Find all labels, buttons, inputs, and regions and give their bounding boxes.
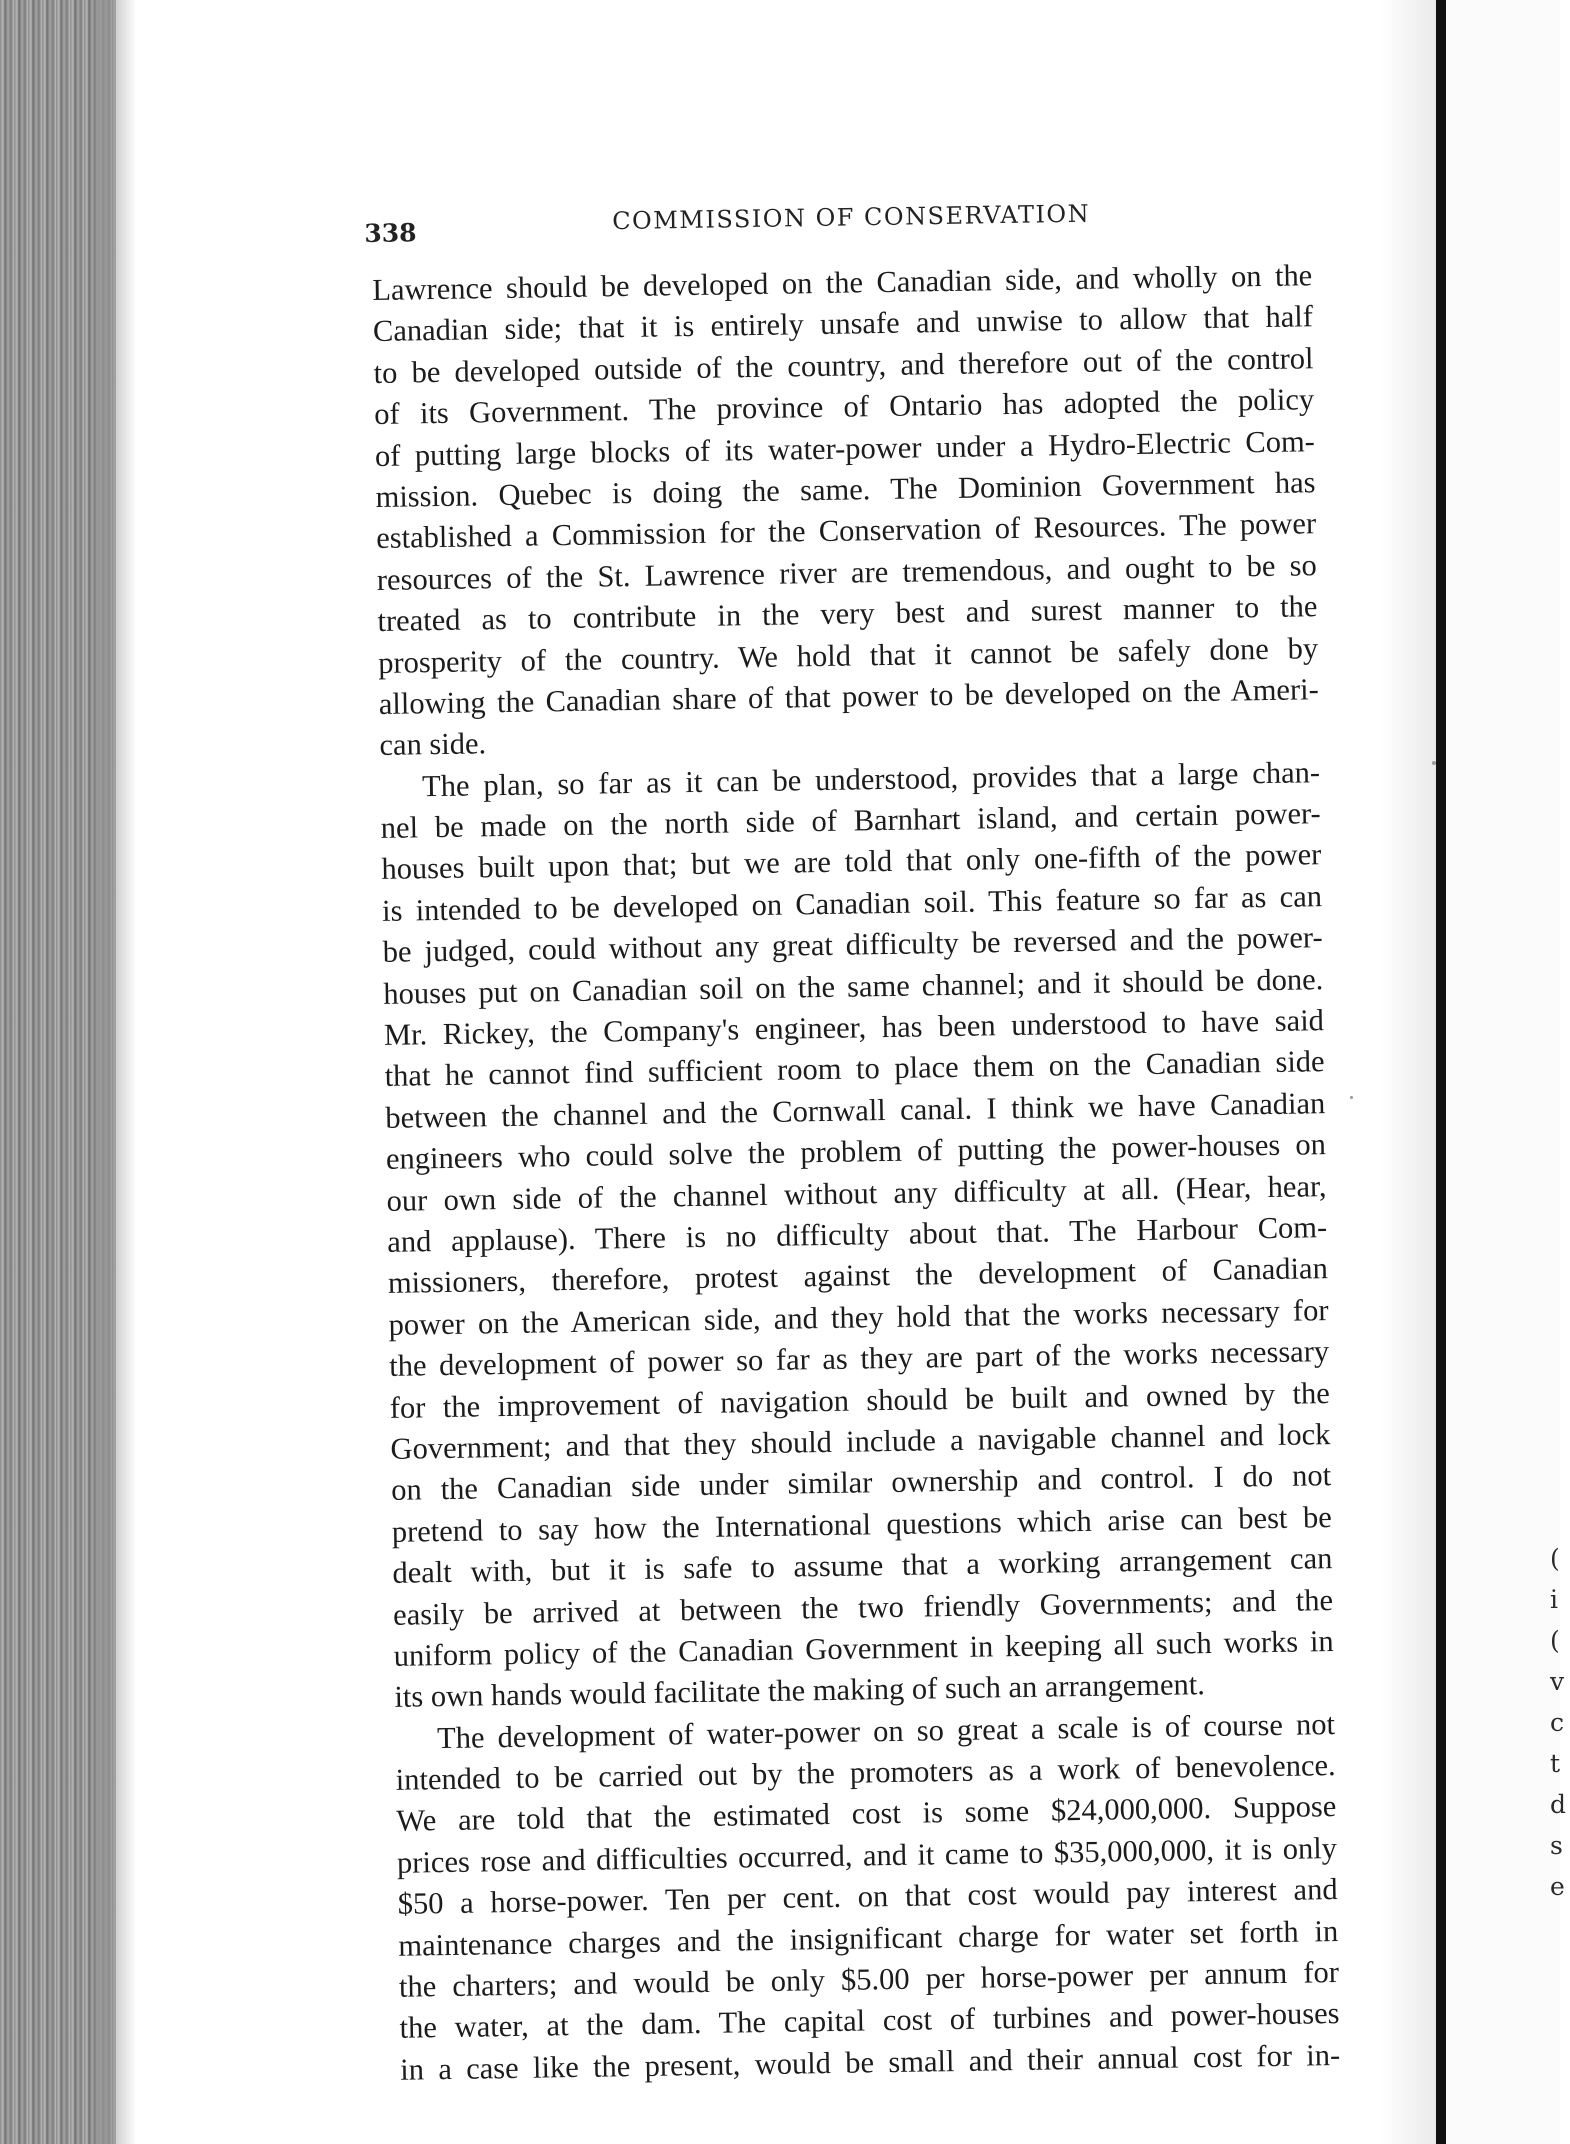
text-line: its own hands would facilitate the making of such an arrangement. <box>394 1667 1206 1715</box>
text-line: houses put on Canadian soil on the same channel; and it should be done. <box>383 961 1324 1011</box>
facing-page <box>1446 0 1560 2144</box>
text-line: of its Government. The province of Ontario has adopted the policy <box>373 382 1315 432</box>
facing-page-letter: i <box>1550 1585 1558 1614</box>
text-line: that he cannot find sufficient room to place them on the Canadian side <box>384 1044 1325 1094</box>
facing-page-letter: c <box>1550 1708 1565 1737</box>
text-line: maintenance charges and the insignificant charge for water set forth in <box>398 1913 1339 1963</box>
text-line: of putting large blocks of its water-power under a Hydro-Electric Com- <box>374 423 1316 473</box>
text-line: mission. Quebec is doing the same. The Dominion Government has <box>375 465 1316 514</box>
text-line: houses built upon that; but we are told that only one-fifth of the power <box>381 837 1322 887</box>
text-line: be judged, could without any great difficulty be reversed and the power- <box>382 920 1323 970</box>
text-line: Mr. Rickey, the Company's engineer, has been understood to have said <box>383 1003 1325 1052</box>
text-line: engineers who could solve the problem of putting the power-houses on <box>385 1127 1327 1177</box>
text-line: easily be arrived at between the two friendly Governments; and the <box>392 1582 1334 1632</box>
text-line: $50 a horse-power. Ten per cent. on that cost would pay interest and <box>397 1872 1338 1922</box>
text-line: intended to be carried out by the promoters as a work of benevolence. <box>395 1748 1336 1797</box>
text-line: prosperity of the country. We hold that it cannot be safely done by <box>377 630 1319 680</box>
text-line: the development of power so far as they are part of the works necessary <box>388 1334 1330 1384</box>
text-line: treated as to contribute in the very best and surest manner to the <box>377 589 1318 639</box>
facing-page-letter: s <box>1550 1831 1563 1860</box>
text-line: prices rose and difficulties occurred, and it came to $35,000,000, it is only <box>396 1830 1338 1880</box>
book-spine <box>1436 0 1446 2144</box>
page-number: 338 <box>364 218 417 248</box>
text-line: between the channel and the Cornwall canal. I think we have Canadian <box>385 1085 1326 1135</box>
text-line: is intended to be developed on Canadian soil. This feature so far as can <box>381 879 1323 928</box>
text-line: and applause). There is no difficulty about that. The Harbour Com- <box>387 1210 1328 1259</box>
text-line: the charters; and would be only $5.00 per horse-power per annum for <box>398 1955 1340 2004</box>
facing-page-letter: v <box>1550 1667 1565 1696</box>
text-line: established a Commission for the Conservation of Resources. The power <box>375 506 1317 556</box>
text-line: Canadian side; that it is entirely unsafe and unwise to allow that half <box>372 299 1314 349</box>
text-line: in a case like the present, would be small and their annual cost for in- <box>400 2037 1341 2087</box>
facing-page-letter: e <box>1550 1872 1565 1901</box>
scan-speck <box>1350 1096 1353 1099</box>
text-line: We are told that the estimated cost is some $24,000,000. Suppose <box>396 1789 1337 1839</box>
text-line: power on the American side, and they hold that the works necessary for <box>388 1292 1329 1342</box>
scan-speck <box>1432 761 1436 765</box>
facing-page-letter: ( <box>1550 1544 1560 1573</box>
text-line: The development of water-power on so great a scale is of course not <box>436 1706 1336 1755</box>
page-header <box>364 195 1365 251</box>
facing-page-letters <box>1550 1538 1570 1907</box>
text-line: resources of the St. Lawrence river are tremendous, and ought to be so <box>376 547 1318 597</box>
text-line: for the improvement of navigation should be built and owned by the <box>389 1375 1331 1425</box>
text-line: uniform policy of the Canadian Government in keeping all such works in <box>393 1623 1334 1673</box>
facing-page-letter: t <box>1550 1749 1561 1778</box>
text-line: allowing the Canadian share of that power to be developed on the Ameri- <box>378 672 1319 721</box>
text-line: Government; and that they should include a navigable channel and lock <box>390 1417 1331 1466</box>
text-line: can side. <box>379 726 487 763</box>
text-line: on the Canadian side under similar ownership and control. I do not <box>390 1458 1332 1508</box>
text-line: Lawrence should be developed on the Canadian side, and wholly on the <box>372 258 1313 307</box>
page-edge-shadow <box>96 0 136 2144</box>
text-line: our own side of the channel without any difficulty at all. (Hear, hear, <box>386 1168 1327 1218</box>
gutter-shadow <box>1380 0 1440 2144</box>
running-head: COMMISSION OF CONSERVATION <box>611 199 1091 236</box>
facing-page-letter: ( <box>1550 1626 1560 1655</box>
text-line: pretend to say how the International questions which arise can best be <box>391 1499 1332 1549</box>
facing-page-letter: d <box>1550 1790 1567 1819</box>
text-line: missioners, therefore, protest against the development of Canadian <box>387 1251 1329 1301</box>
text-line: to be developed outside of the country, and therefore out of the control <box>373 341 1314 390</box>
text-line: The plan, so far as it can be understood, provides that a large chan- <box>421 754 1321 803</box>
body-text <box>372 255 1340 2091</box>
text-line: dealt with, but it is safe to assume that a working arrangement can <box>392 1541 1333 1590</box>
text-line: nel be made on the north side of Barnhart island, and certain power- <box>380 796 1321 846</box>
text-line: the water, at the dam. The capital cost of turbines and power-houses <box>399 1996 1340 2046</box>
